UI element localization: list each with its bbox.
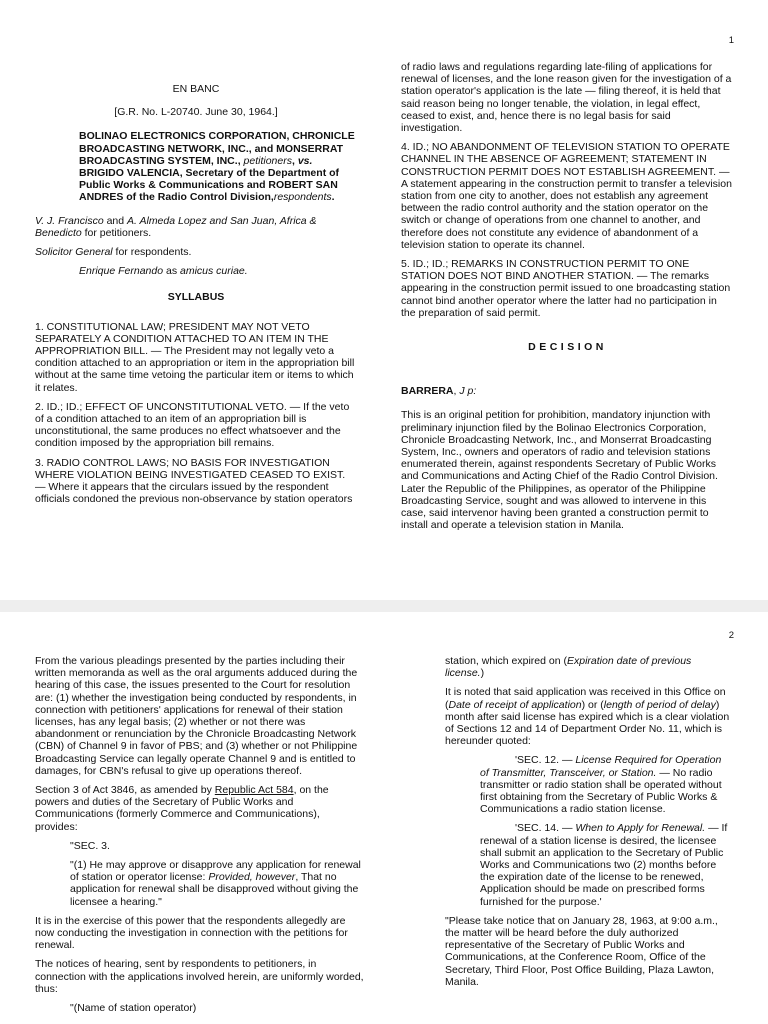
page-number: 2	[728, 630, 734, 641]
ponente: BARRERA, J p:	[401, 385, 477, 398]
text: , That no application for renewal shall be disapproved without giving the licensee a hearing."	[70, 871, 359, 908]
expiry-paragraph	[445, 655, 731, 679]
proviso: Provided, however	[208, 871, 296, 884]
amicus-as: as	[165, 265, 178, 278]
judge-name: BARRERA	[401, 385, 454, 398]
counsel-firm: A. Almeda Lopez and San Juan, Africa & Benedicto	[35, 214, 317, 239]
counsel-conjunction: and	[106, 214, 125, 227]
counsel-petitioners	[35, 215, 357, 239]
judge-suffix: J p:	[459, 385, 477, 398]
text: — If renewal of a station license is desired, the licensee shall submit an application to the Secretary of Public Works and Communications two (2) months before the expiration date of the license to be renewed, Application should be made on prescribed forms furnished for the purpose.'	[480, 822, 728, 908]
syllabus-item-2: 2. ID.; ID.; EFFECT OF UNCONSTITUTIONAL VETO. — If the veto of a condition attached to an item of an appropriation bill is unconstitutional, the same produces no effect whatsoever and the condition imposed by the appropriation bill remains.	[35, 400, 350, 450]
station-operator-quote: "(Name of station operator)	[70, 1002, 197, 1015]
opening-paragraph: This is an original petition for prohibition, mandatory injunction with preliminary injunction filed by the Bolinao Electronics Corporation, Chronicle Broadcasting Network, Inc., and Monserrat Broadcasting System, Inc., owners and operators of radio and television stations enumerated therein, against respondents Secretary of Public Works and Communications and Acting Chief of the Radio Control Division. Later the Republic of the Philippines, as operator of the Philippine Broadcasting Service, sought and was allowed to intervene in this case, said intervenor having been granted a construction permit to install and operate a television station in Manila.	[401, 409, 718, 532]
respondents-label: respondents	[273, 191, 332, 204]
exercise-paragraph: It is in the exercise of this power that the respondents allegedly are now conducting the investigation in connection with the petitions for renewal.	[35, 914, 348, 952]
text: ) month after said license has expired which is a clear violation of Sections 12 and 14 of Department Order No. 11, which is hereunder quoted:	[445, 698, 730, 748]
republic-act-link[interactable]: Republic Act 584	[214, 784, 294, 797]
sec3-quote	[35, 859, 365, 908]
syllabus-item-3: 3. RADIO CONTROL LAWS; NO BASIS FOR INVESTIGATION WHERE VIOLATION BEING INVESTIGATED CEASED TO EXIST. — Where it appears that the circulars issued by the respondent officials condoned the previous non-observance by station operators	[35, 456, 353, 506]
section-title: When to Apply for Renewal.	[575, 822, 706, 835]
sec14-quote	[445, 822, 731, 907]
case-number: [G.R. No. L-20740. June 30, 1964.]	[114, 106, 278, 119]
statute-intro	[35, 784, 365, 833]
amicus-label: amicus curiae.	[180, 265, 248, 278]
counsel-name: V. J. Francisco	[35, 214, 104, 227]
page1-right-column	[401, 61, 734, 539]
syllabus-item-1: 1. CONSTITUTIONAL LAW; PRESIDENT MAY NOT VETO SEPARATELY A CONDITION ATTACHED TO AN ITEM IN THE APPROPRIATION BILL. — The President may not legally veto a condition attached to an appropriation or item in the appropriation bill without at the same time vetoing the particular item or items to which it relates.	[35, 320, 355, 394]
page-number: 1	[728, 35, 734, 46]
page-divider	[0, 600, 768, 612]
amicus-curiae	[35, 265, 357, 277]
case-parties: BOLINAO ELECTRONICS CORPORATION, CHRONICLE BROADCASTING NETWORK, INC., and MONSERRAT BROADCASTING SYSTEM, INC., petitioners, vs. BRIGIDO VALENCIA, Secretary of the Department of Public Works & Communications and ROBERT SAN ANDRES of the Radio Control Division,respondents.	[79, 130, 355, 204]
court-division: EN BANC	[172, 83, 220, 95]
hearing-notice-paragraph: "Please take notice that on January 28, 1963, at 9:00 a.m., the matter will be heard before the duly authorized representative of the Secretary of Public Works and Communications, at the Conference Room, Office of the Secretary, Third Floor, Post Office Building, Plaza Lawton, Manila.	[445, 914, 718, 988]
sec3-label: "SEC. 3.	[70, 839, 110, 852]
placeholder-text: Expiration date of previous license.	[445, 655, 692, 680]
text: — No radio transmitter or radio station shall be operated without first obtaining from the Secretary of Public Works & Communications a radio station license.	[480, 766, 722, 816]
page2-left-column	[35, 655, 365, 1021]
document-page-2	[0, 612, 768, 1024]
syllabus-item-5: 5. ID.; ID.; REMARKS IN CONSTRUCTION PERMIT TO ONE STATION DOES NOT BIND ANOTHER STATION. — The remarks appearing in the construction permit issued to one broadcasting station cannot bind another operator where the latter had no participation in the preparation of said permit.	[401, 258, 731, 319]
counsel-role: for petitioners.	[84, 226, 152, 239]
text: )	[480, 667, 485, 680]
text: station, which expired on (	[445, 655, 567, 667]
syllabus-heading: SYLLABUS	[167, 291, 225, 304]
text: Section 3 of Act 3846, as amended by	[35, 784, 212, 797]
counsel-respondents	[35, 246, 357, 258]
respondents-names: BRIGIDO VALENCIA, Secretary of the Department of Public Works & Communications and ROBERT SAN ANDRES of the Radio Control Division,	[79, 167, 340, 204]
section-label: 'SEC. 12. —	[515, 754, 573, 767]
page1-left-column	[35, 83, 357, 512]
text: "(1) He may approve or disapprove any application for renewal of station or operator license:	[70, 859, 361, 884]
text: It is noted that said application was received in this Office on (	[445, 686, 726, 711]
amicus-name: Enrique Fernando	[79, 265, 164, 278]
petitioners-names: BOLINAO ELECTRONICS CORPORATION, CHRONICLE BROADCASTING NETWORK, INC., and MONSERRAT BROADCASTING SYSTEM, INC.	[79, 130, 355, 167]
petitioners-label: petitioners	[243, 154, 292, 167]
notices-paragraph: The notices of hearing, sent by respondents to petitioners, in connection with the applications involved herein, are uniformly worded, thus:	[35, 958, 364, 995]
section-title: License Required for Operation of Transmitter, Transceiver, or Station.	[480, 754, 722, 779]
syllabus-item-3-continued: of radio laws and regulations regarding late-filing of applications for renewal of licenses, and the lone reason given for the investigation of a station operator's application is the late — filing thereof, it is held that said reason being no longer tenable, the violation, in legal effect, ceased to exist, and, hence there is no legal basis for said investigation.	[401, 61, 732, 135]
placeholder-text: Date of receipt of application	[448, 698, 582, 711]
decision-heading: DECISION	[528, 341, 607, 354]
solicitor-general: Solicitor General	[35, 246, 113, 259]
sec12-quote	[445, 754, 731, 815]
syllabus-item-4: 4. ID.; NO ABANDONMENT OF TELEVISION STATION TO OPERATE CHANNEL IN THE ABSENCE OF AGREEMENT; STATEMENT IN CONSTRUCTION PERMIT DOES NOT ESTABLISH AGREEMENT. — A statement appearing in the construction permit to transfer a television station from one city to another, does not establish any agreement between the radio control authority and the station operator on the switch or change of operations from one channel to another, and therefore does not constitute any evidence of abandonment of a television station to operate its channel.	[401, 141, 732, 251]
noted-paragraph	[445, 686, 731, 747]
page2-right-column	[445, 655, 731, 995]
text: ) or (	[581, 698, 604, 711]
text: , on the powers and duties of the Secretary of Public Works and Communications (formerly Commerce and Communications), provides:	[35, 784, 329, 833]
section-label: 'SEC. 14. —	[515, 822, 573, 835]
placeholder-text: length of period of delay	[603, 698, 716, 711]
counsel-role: for respondents.	[115, 246, 192, 259]
issues-paragraph: From the various pleadings presented by the parties including their written memoranda as well as the oral arguments adduced during the hearing of this case, the issues presented to the Court for resolution are: (1) whether the investigation being conducted by respondents, in connection with petitioners' applications for renewal of their station licenses, has any legal basis; (2) whether or not there was abandonment or renunciation by the Chronicle Broadcasting Network (CBN) of Channel 9 in favor of PBS; and (3) whether or not Philippine Broadcasting Service can legally operate Channel 9 and is entitled to damages, for CBN's refusal to give up operations thereof.	[35, 655, 358, 777]
versus: vs.	[297, 154, 313, 167]
